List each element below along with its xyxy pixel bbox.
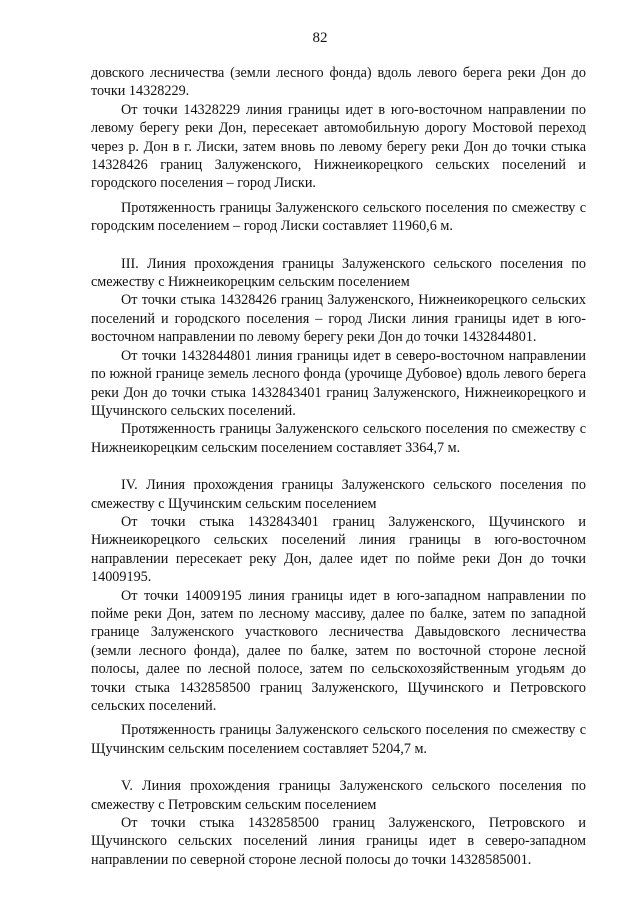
paragraph-length-summary: Протяженность границы Залуженского сельского поселения по смежеству с Нижнеикорецким сельским поселением составляет 3364,7 м.	[91, 421, 586, 456]
section-heading-iii: III. Линия прохождения границы Залуженского сельского поселения по смежеству с Нижнеикорецким сельским поселением	[91, 255, 586, 291]
paragraph: От точки 1432844801 линия границы идет в северо-восточном направлении по южной границе земель лесного фонда (урочище Дубовое) вдоль левого берега реки Дон до точки стыка 1432843401 границ Залуженского, Нижнеикорецкого и Щучинского сельских поселений.	[91, 347, 586, 419]
paragraph-length-summary: Протяженность границы Залуженского сельского поселения по смежеству с Щучинским сельским поселением составляет 5204,7 м.	[91, 722, 586, 757]
paragraph: От точки 14009195 линия границы идет в юго-западном направлении по пойме реки Дон, затем по лесному массиву, далее по балке, затем по западной границе Залуженского участкового лесничества Давыдовского лесничества (земли лесного фонда), далее по балке, затем по восточной стороне лесной полосы, далее по лесной полосе, затем по сельскохозяйственным угодьям до точки стыка 1432858500 границ Залуженского, Щучинского и Петровского сельских поселений.	[91, 587, 586, 714]
paragraph: От точки стыка 14328426 границ Залуженского, Нижнеикорецкого сельских поселений и городского поселения – город Лиски линия границы идет в юго-восточном направлении по левому берегу реки Дон до точки 1432844801.	[91, 292, 586, 346]
section-heading-v: V. Линия прохождения границы Залуженского сельского поселения по смежеству с Петровским сельским поселением	[91, 778, 586, 813]
section-heading-iv: IV. Линия прохождения границы Залуженского сельского поселения по смежеству с Щучинским сельским поселением	[91, 477, 586, 512]
paragraph: От точки 14328229 линия границы идет в юго-восточном направлении по левому берегу реки Дон, пересекает автомобильную дорогу Мостовой переход через р. Дон в г. Лиски, затем вновь по левому берегу реки Дон до точки стыка 14328426 границ Залуженского, Нижнеикорецкого сельских поселений и городского поселения – город Лиски.	[91, 101, 586, 192]
body-text	[91, 64, 586, 869]
paragraph-length-summary: Протяженность границы Залуженского сельского поселения по смежеству с городским поселением – город Лиски составляет 11960,6 м.	[91, 199, 586, 235]
paragraph: От точки стыка 1432858500 границ Залуженского, Петровского и Щучинского сельских поселений линия границы идет в северо-западном направлении по северной стороне лесной полосы до точки 14328585001.	[91, 815, 586, 868]
paragraph-continuation: довского лесничества (земли лесного фонда) вдоль левого берега реки Дон до точки 14328229.	[91, 65, 586, 100]
page-number: 82	[312, 30, 328, 46]
paragraph: От точки стыка 1432843401 границ Залуженского, Щучинского и Нижнеикорецкого сельских поселений линия границы в юго-восточном направлении пересекает реку Дон, далее идет по пойме реки Дон до точки 14009195.	[91, 513, 586, 586]
